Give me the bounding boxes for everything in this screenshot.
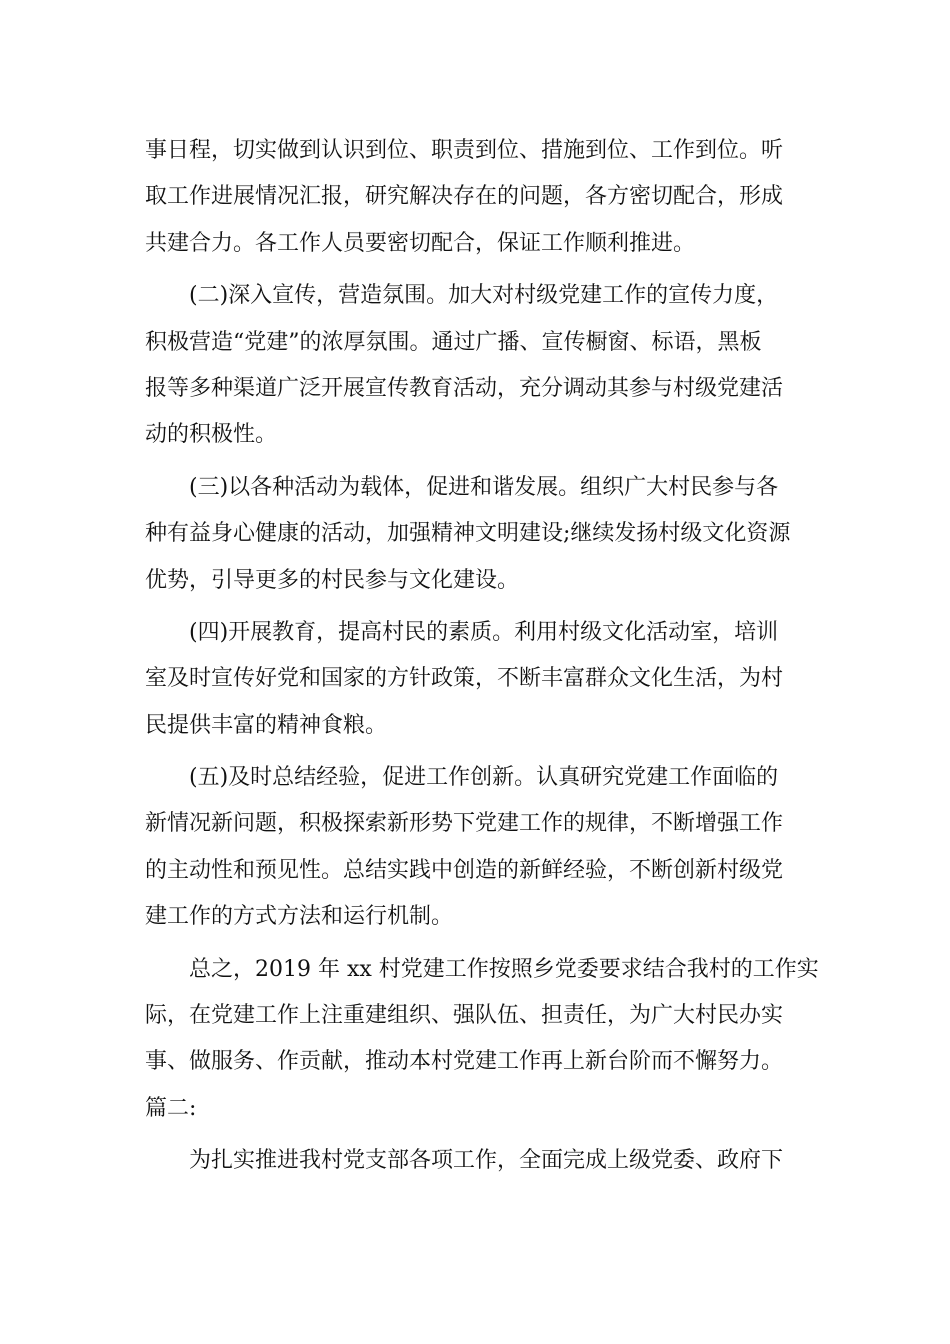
text-line: 种有益身心健康的活动，加强精神文明建设;继续发扬村级文化资源: [145, 521, 791, 547]
text-line: 事、做服务、作贡献，推动本村党建工作再上新台阶而不懈努力。: [145, 1049, 784, 1075]
paragraph-first-line: (二)深入宣传，营造氛围。加大对村级党建工作的宣传力度，: [189, 283, 779, 309]
text-line: 的主动性和预见性。总结实践中创造的新鲜经验，不断创新村级党: [145, 857, 784, 883]
text-line: 事日程，切实做到认识到位、职责到位、措施到位、工作到位。听: [145, 138, 784, 163]
document-body: [145, 128, 819, 1185]
paragraph-first-line: 总之，2019 年 xx 村党建工作按照乡党委要求结合我村的工作实: [189, 956, 819, 982]
text-line: 室及时宣传好党和国家的方针政策，不断丰富群众文化生活，为村: [145, 666, 784, 692]
paragraph-first-line: (四)开展教育，提高村民的素质。利用村级文化活动室，培训: [189, 619, 779, 645]
paragraph-first-line: 为扎实推进我村党支部各项工作，全面完成上级党委、政府下: [189, 1148, 784, 1174]
text-line: 报等多种渠道广泛开展宣传教育活动，充分调动其参与村级党建活: [145, 375, 784, 401]
paragraph-first-line: (三)以各种活动为载体，促进和谐发展。组织广大村民参与各: [189, 474, 779, 500]
text-line: 民提供丰富的精神食粮。: [145, 712, 388, 738]
text-line: 际，在党建工作上注重建组织、强队伍、担责任，为广大村民办实: [145, 1003, 784, 1029]
text-line: 积极营造“党建”的浓厚氛围。通过广播、宣传橱窗、标语，黑板: [145, 329, 762, 355]
text-line: 共建合力。各工作人员要密切配合，保证工作顺利推进。: [145, 230, 696, 256]
text-line: 建工作的方式方法和运行机制。: [145, 904, 454, 930]
text-line: 取工作进展情况汇报，研究解决存在的问题，各方密切配合，形成: [145, 184, 784, 210]
paragraph-first-line: (五)及时总结经验，促进工作创新。认真研究党建工作面临的: [189, 765, 779, 791]
text-line: 优势，引导更多的村民参与文化建设。: [145, 567, 520, 593]
text-line: 新情况新问题，积极探索新形势下党建工作的规律，不断增强工作: [145, 811, 784, 837]
text-line: 动的积极性。: [145, 422, 278, 448]
section-heading: 篇二:: [145, 1095, 197, 1121]
